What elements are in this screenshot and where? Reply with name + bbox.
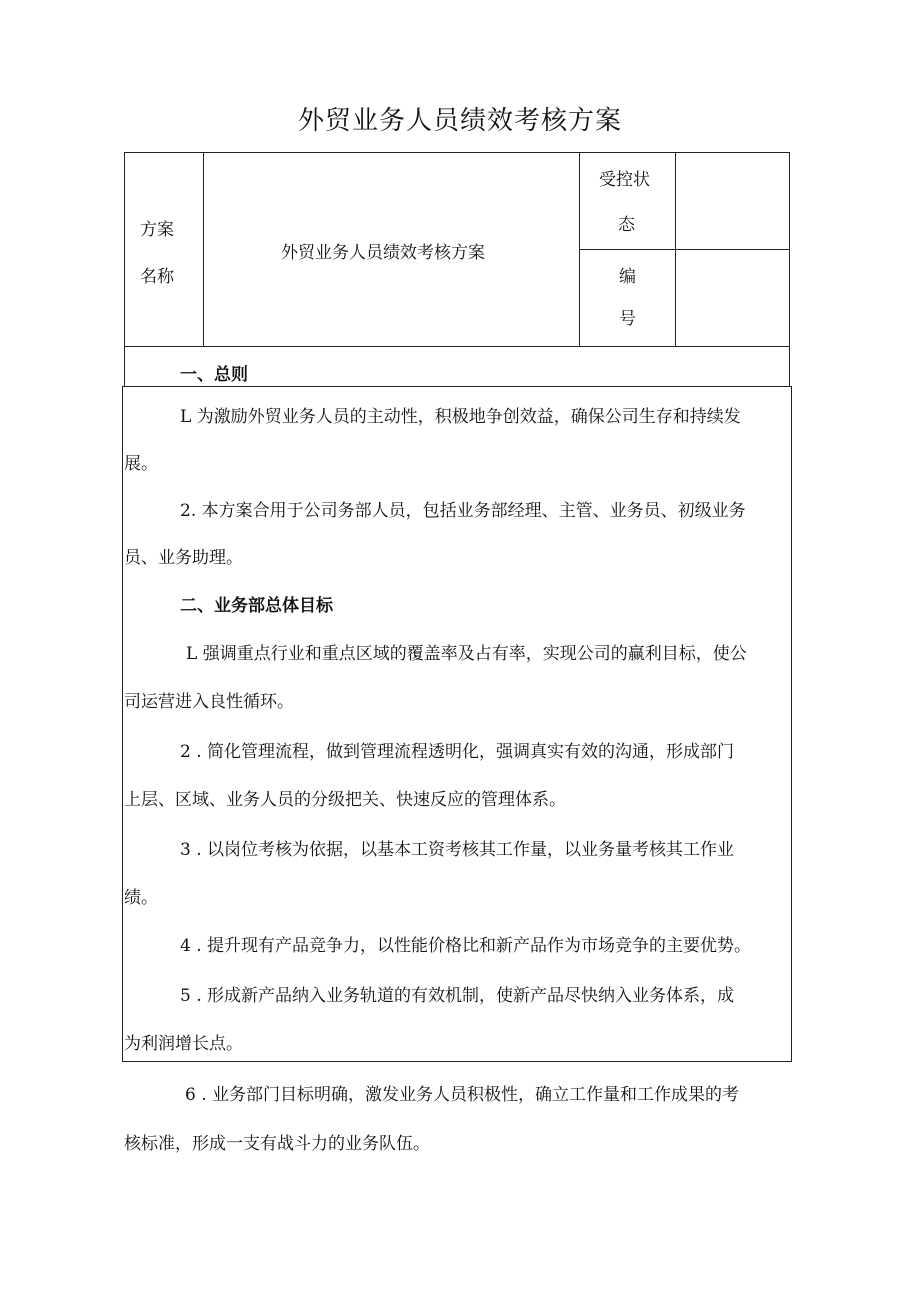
section2-heading: 二、业务部总体目标 (180, 596, 333, 616)
s2-p2-line1: 2 . 简化管理流程，做到管理流程透明化，强调真实有效的沟通，形成部门 (180, 742, 735, 762)
s2-p2-line2: 上层、区域、业务人员的分级把关、快速反应的管理体系。 (124, 790, 566, 810)
table-border (789, 347, 790, 387)
s1-p1-line1: L 为激励外贸业务人员的主动性，积极地争创效益，确保公司生存和持续发 (180, 407, 741, 427)
table-divider (579, 249, 790, 250)
control-status-label-line1: 受控状 (599, 170, 650, 190)
scheme-label-line2: 名称 (140, 267, 174, 287)
s1-p1-line2: 展。 (124, 454, 158, 474)
control-status-label-line2: 态 (618, 215, 635, 235)
scheme-name-value: 外贸业务人员绩效考核方案 (281, 243, 485, 263)
s2-p6-line1: 6 . 业务部门目标明确，激发业务人员积极性，确立工作量和工作成果的考 (185, 1085, 740, 1105)
s1-p2-line2: 员、业务助理。 (124, 548, 243, 568)
document-title: 外贸业务人员绩效考核方案 (297, 106, 622, 136)
section1-heading: 一、总则 (180, 365, 248, 385)
table-border (124, 347, 125, 387)
s2-p3-line2: 绩。 (124, 888, 158, 908)
table-divider (203, 152, 204, 347)
number-label-line2: 号 (619, 309, 636, 329)
s2-p6-line2: 核标准，形成一支有战斗力的业务队伍。 (124, 1134, 430, 1154)
s2-p1-line1: L 强调重点行业和重点区域的覆盖率及占有率，实现公司的赢利目标，使公 (186, 644, 747, 664)
number-label-line1: 编 (619, 267, 636, 287)
s1-p2-line1: 2. 本方案合用于公司务部人员，包括业务部经理、主管、业务员、初级业务 (180, 501, 746, 521)
s2-p5-line2: 为利润增长点。 (124, 1034, 243, 1054)
s2-p1-line2: 司运营进入良性循环。 (124, 692, 294, 712)
s2-p5-line1: 5 . 形成新产品纳入业务轨道的有效机制，使新产品尽快纳入业务体系，成 (180, 986, 735, 1006)
scheme-label-line1: 方案 (140, 220, 174, 240)
content-box (122, 386, 792, 1062)
s2-p3-line1: 3 . 以岗位考核为依据，以基本工资考核其工作量，以业务量考核其工作业 (180, 840, 735, 860)
s2-p4-line1: 4 . 提升现有产品竞争力，以性能价格比和新产品作为市场竞争的主要优势。 (180, 936, 752, 956)
